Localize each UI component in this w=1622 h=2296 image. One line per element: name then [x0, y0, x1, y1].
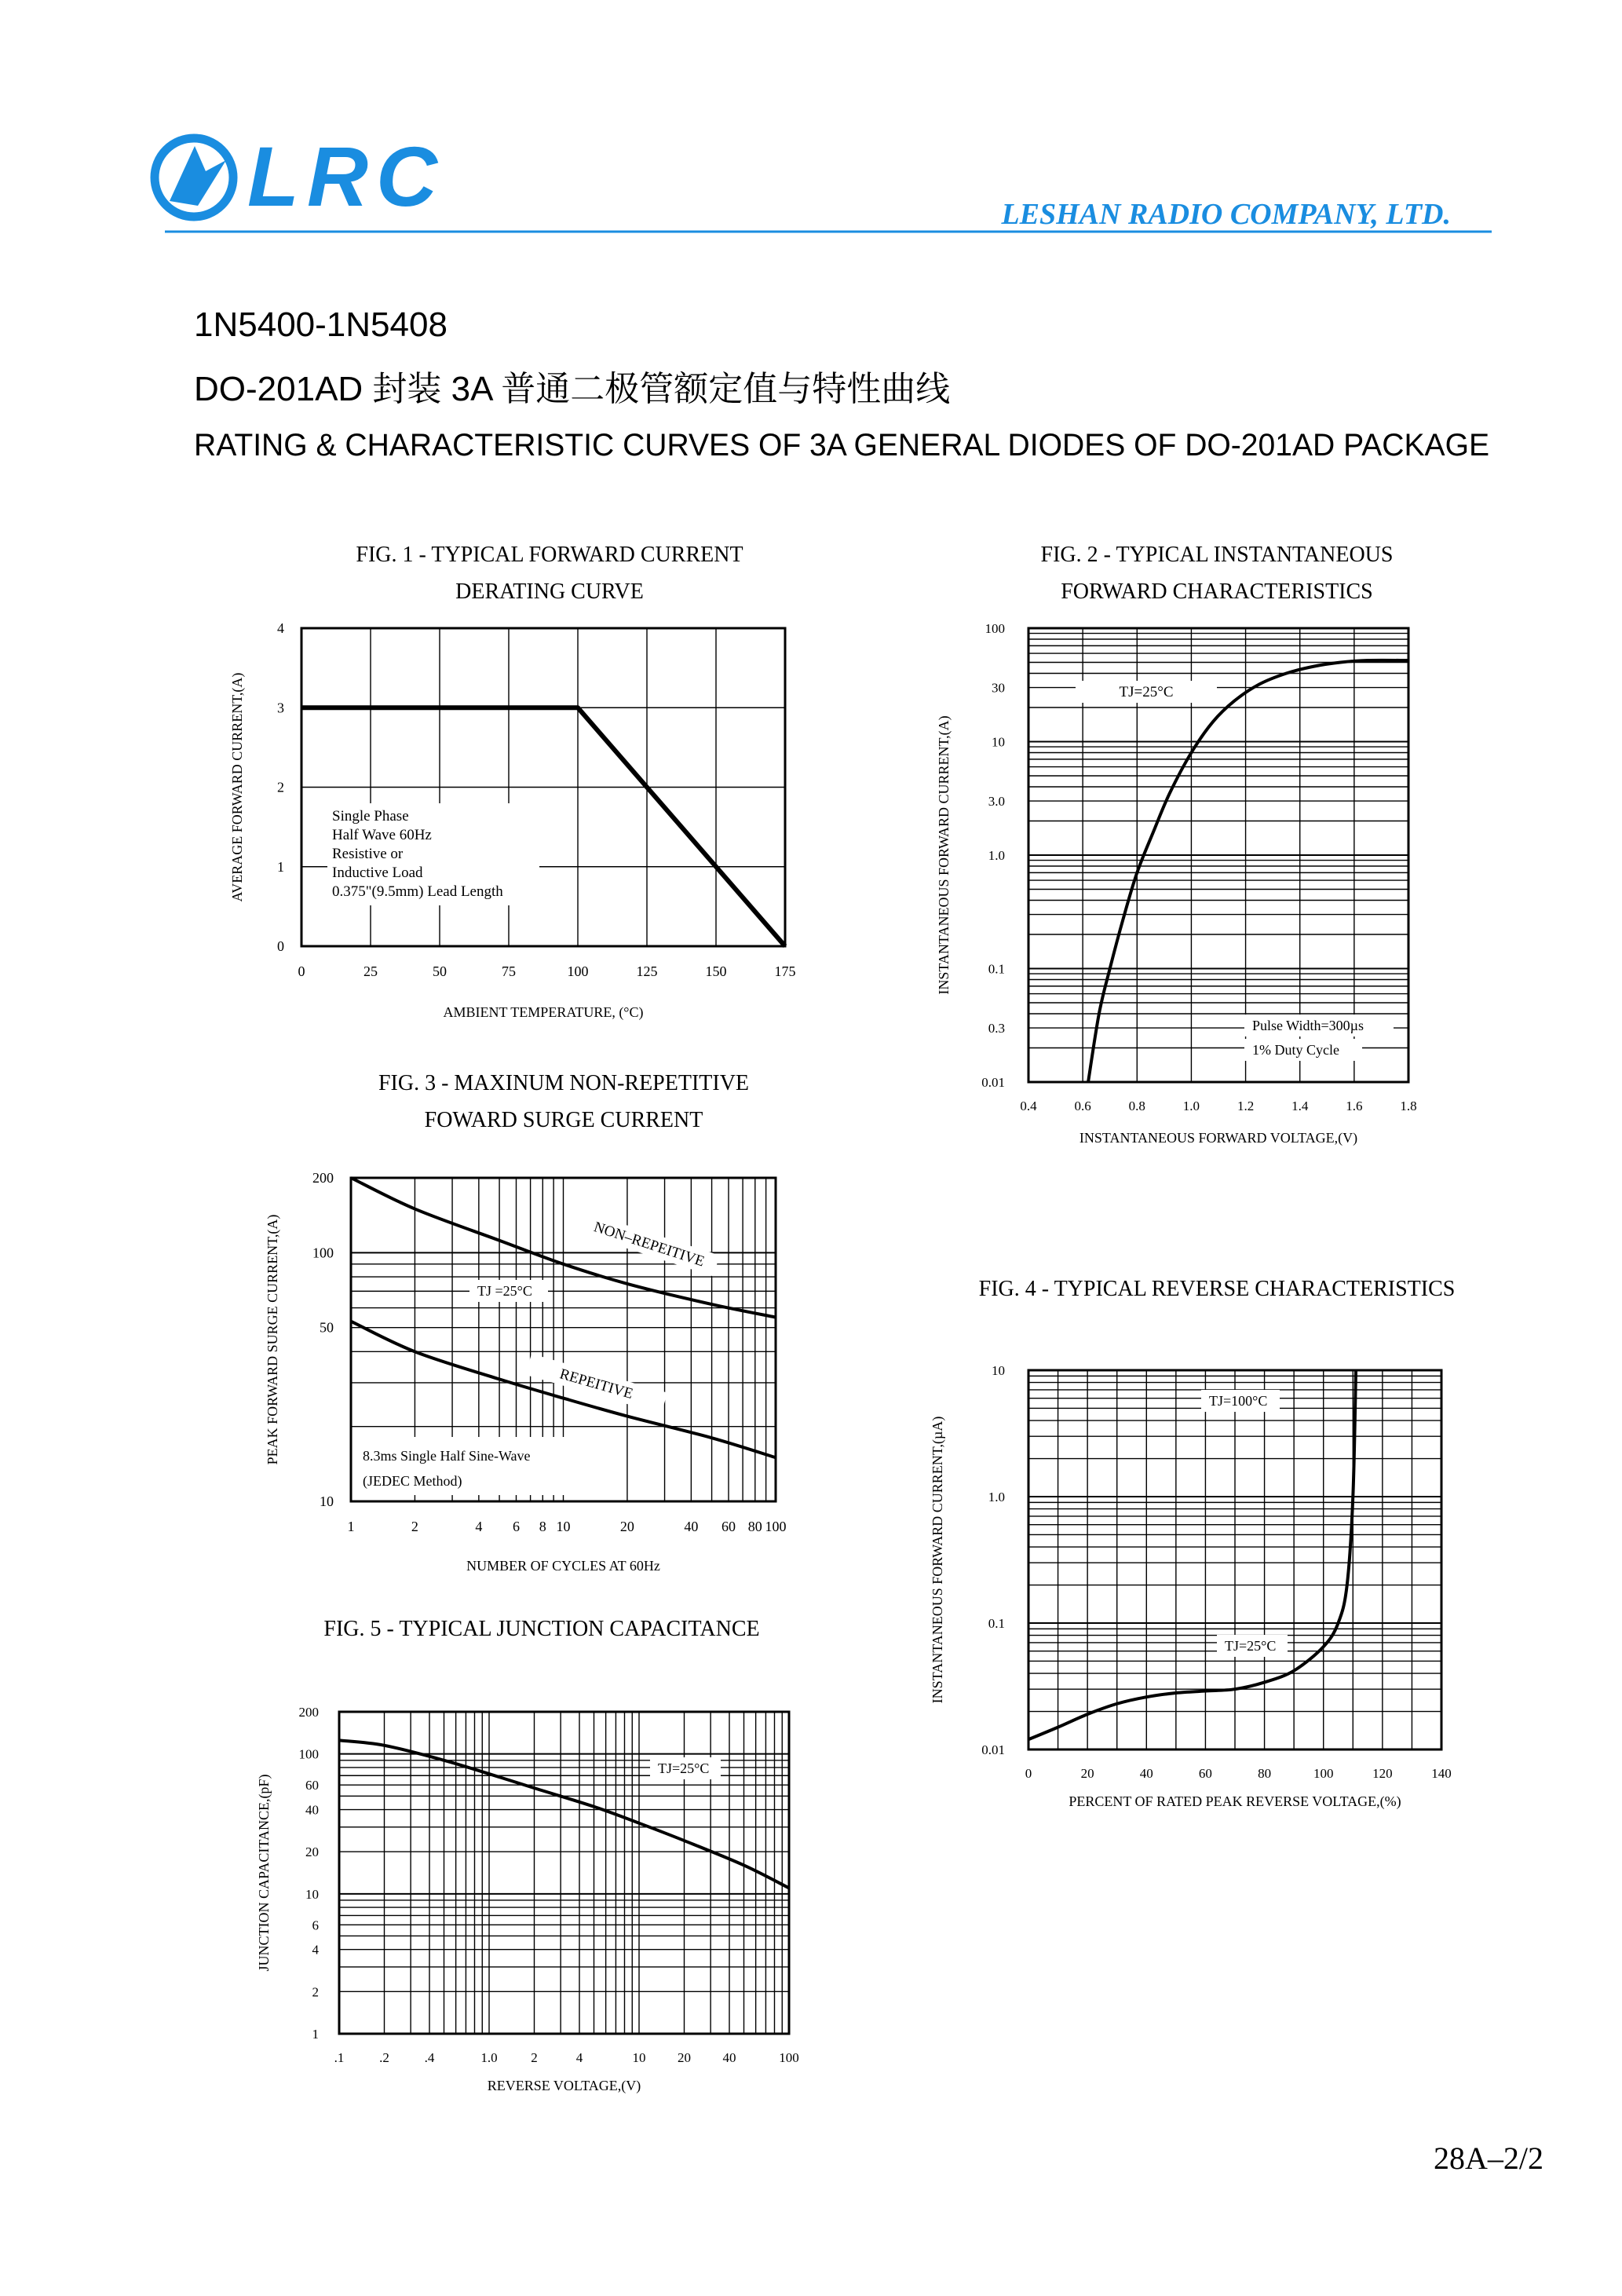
fig3-y-axis-label: PEAK FORWARD SURGE CURRENT,(A) — [265, 1214, 280, 1465]
fig4-note: TJ=25°C — [1225, 1638, 1277, 1654]
fig1-note-line: Half Wave 60Hz — [332, 827, 432, 843]
fig3-x-tick-label: 4 — [475, 1519, 483, 1534]
fig1-note-line: Inductive Load — [332, 865, 423, 881]
fig5-y-axis-label: JUNCTION CAPACITANCE,(pF) — [256, 1774, 272, 1972]
page-code: 28A–2/2 — [1434, 2141, 1543, 2176]
fig3-x-tick-label: 40 — [684, 1519, 699, 1534]
fig1-x-tick-label: 50 — [433, 963, 447, 979]
fig4-x-tick-label: 80 — [1258, 1766, 1272, 1781]
fig2-x-tick-label: 0.8 — [1128, 1099, 1145, 1113]
fig5-x-tick-label: 100 — [779, 2050, 799, 2065]
fig2-x-tick-label: 1.2 — [1237, 1099, 1255, 1113]
fig2-x-tick-label: 1.6 — [1346, 1099, 1363, 1113]
fig5-x-tick-label: 10 — [632, 2050, 646, 2065]
fig2-forward-characteristics-chart — [936, 543, 1417, 1146]
fig2-y-tick-label: 0.1 — [988, 961, 1005, 977]
fig4-x-tick-label: 120 — [1372, 1766, 1393, 1781]
fig3-note: TJ =25°C — [477, 1283, 532, 1299]
fig4-note: TJ=100°C — [1209, 1393, 1268, 1409]
fig3-x-tick-label: 60 — [721, 1519, 736, 1534]
fig1-y-tick-label: 2 — [277, 779, 284, 795]
fig5-title-line: FIG. 5 - TYPICAL JUNCTION CAPACITANCE — [323, 1617, 760, 1641]
fig2-x-tick-label: 0.4 — [1020, 1099, 1037, 1113]
fig2-y-tick-label: 0.01 — [981, 1075, 1005, 1090]
fig4-x-tick-label: 60 — [1198, 1766, 1212, 1781]
fig1-x-tick-label: 25 — [363, 963, 378, 979]
fig5-y-tick-label: 2 — [312, 1984, 319, 2000]
fig3-y-tick-label: 50 — [320, 1319, 334, 1336]
fig4-x-tick-label: 40 — [1139, 1766, 1153, 1781]
fig1-y-axis-label: AVERAGE FORWARD CURRENT,(A) — [229, 672, 245, 902]
fig2-note: 1% Duty Cycle — [1252, 1042, 1339, 1058]
fig5-note: TJ=25°C — [658, 1760, 710, 1776]
fig2-y-tick-label: 30 — [992, 680, 1005, 696]
chinese-title: DO-201AD 封装 3A 普通二极管额定值与特性曲线 — [194, 370, 951, 408]
fig2-x-axis-label: INSTANTANEOUS FORWARD VOLTAGE,(V) — [1079, 1130, 1358, 1146]
logo-wing-icon — [170, 146, 226, 206]
fig5-y-tick-label: 1 — [312, 2027, 319, 2042]
fig2-y-axis-label: INSTANTANEOUS FORWARD CURRENT,(A) — [936, 715, 952, 995]
company-logo — [155, 129, 445, 224]
fig1-x-tick-label: 175 — [774, 963, 796, 979]
fig1-y-tick-label: 0 — [277, 938, 284, 954]
part-number-title: 1N5400-1N5408 — [194, 305, 448, 344]
fig3-note-line: (JEDEC Method) — [363, 1473, 462, 1489]
fig4-y-axis-label: INSTANTANEOUS FORWARD CURRENT,(µA) — [930, 1416, 945, 1704]
fig3-x-tick-label: 1 — [347, 1519, 355, 1534]
fig3-x-tick-label: 6 — [512, 1519, 520, 1534]
fig3-x-tick-label: 80 — [747, 1519, 762, 1534]
fig5-x-axis-label: REVERSE VOLTAGE,(V) — [487, 2078, 641, 2093]
fig2-title-line: FORWARD CHARACTERISTICS — [1061, 579, 1373, 604]
fig2-y-tick-label: 0.3 — [988, 1021, 1005, 1036]
fig3-title-line: FOWARD SURGE CURRENT — [424, 1108, 703, 1132]
fig1-note-line: Single Phase — [332, 808, 409, 824]
fig1-note-line: Resistive or — [332, 846, 404, 862]
fig2-series-label: TJ=25°C — [1119, 684, 1174, 700]
fig4-x-tick-label: 140 — [1431, 1766, 1452, 1781]
fig5-x-tick-label: 4 — [575, 2050, 583, 2065]
fig5-y-tick-label: 40 — [305, 1802, 319, 1818]
fig5-x-tick-label: .2 — [379, 2050, 389, 2065]
fig4-x-tick-label: 0 — [1025, 1766, 1032, 1781]
logo-brand-text: LRC — [247, 129, 445, 224]
fig3-series-label: REPEITIVE — [557, 1366, 635, 1403]
fig1-x-tick-label: 150 — [705, 963, 727, 979]
fig4-y-tick-label: 1.0 — [988, 1490, 1005, 1504]
fig3-x-tick-label: 2 — [411, 1519, 418, 1534]
fig1-x-tick-label: 125 — [636, 963, 658, 979]
fig1-x-tick-label: 0 — [298, 963, 305, 979]
fig1-y-tick-label: 4 — [277, 620, 284, 636]
fig3-x-tick-label: 8 — [539, 1519, 546, 1534]
fig3-x-axis-label: NUMBER OF CYCLES AT 60Hz — [466, 1558, 660, 1574]
fig2-x-tick-label: 1.0 — [1182, 1099, 1200, 1113]
fig1-derating-chart — [229, 543, 796, 1021]
fig2-x-tick-label: 1.8 — [1400, 1099, 1417, 1113]
fig5-y-tick-label: 200 — [298, 1705, 319, 1720]
fig2-y-tick-label: 100 — [985, 621, 1005, 636]
fig3-note-line: 8.3ms Single Half Sine-Wave — [363, 1448, 531, 1464]
fig1-y-tick-label: 1 — [277, 858, 284, 875]
fig2-x-tick-label: 0.6 — [1074, 1099, 1091, 1113]
fig5-x-tick-label: 20 — [677, 2050, 691, 2065]
fig4-reverse-characteristics-chart — [930, 1277, 1455, 1810]
fig3-x-tick-label: 20 — [619, 1519, 634, 1534]
fig3-y-tick-label: 100 — [312, 1245, 334, 1261]
fig2-y-tick-label: 1.0 — [988, 848, 1005, 863]
fig1-note-line: 0.375"(9.5mm) Lead Length — [332, 883, 503, 900]
fig1-x-axis-label: AMBIENT TEMPERATURE, (°C) — [443, 1004, 644, 1020]
fig1-x-tick-label: 100 — [567, 963, 589, 979]
fig5-junction-capacitance-chart — [256, 1617, 799, 2094]
fig1-y-tick-label: 3 — [277, 700, 284, 716]
fig4-x-tick-label: 100 — [1313, 1766, 1334, 1781]
fig3-title-line: FIG. 3 - MAXINUM NON-REPETITIVE — [378, 1071, 750, 1095]
fig4-title-line: FIG. 4 - TYPICAL REVERSE CHARACTERISTICS — [978, 1277, 1456, 1301]
fig5-x-tick-label: .1 — [334, 2050, 345, 2065]
company-name: LESHAN RADIO COMPANY, LTD. — [1001, 198, 1451, 231]
fig2-y-tick-label: 10 — [992, 734, 1005, 750]
fig3-surge-current-chart — [265, 1071, 787, 1574]
fig1-title-line: FIG. 1 - TYPICAL FORWARD CURRENT — [356, 543, 743, 567]
fig4-y-tick-label: 10 — [992, 1363, 1005, 1378]
fig5-series-line — [339, 1740, 789, 1888]
fig5-y-tick-label: 20 — [305, 1844, 319, 1860]
fig3-y-tick-label: 10 — [320, 1493, 334, 1509]
fig4-series-line — [1028, 1370, 1356, 1739]
fig5-x-tick-label: 40 — [722, 2050, 736, 2065]
fig2-x-tick-label: 1.4 — [1291, 1099, 1309, 1113]
fig2-note: Pulse Width=300µs — [1252, 1018, 1364, 1033]
fig1-x-tick-label: 75 — [502, 963, 516, 979]
fig5-x-tick-label: 2 — [531, 2050, 538, 2065]
fig5-y-tick-label: 60 — [305, 1778, 319, 1793]
fig3-x-tick-label: 100 — [765, 1519, 787, 1534]
fig2-y-tick-label: 3.0 — [988, 794, 1005, 810]
fig3-x-tick-label: 10 — [556, 1519, 571, 1534]
fig3-y-tick-label: 200 — [312, 1170, 334, 1186]
fig4-x-tick-label: 20 — [1080, 1766, 1094, 1781]
fig1-title-line: DERATING CURVE — [455, 579, 644, 604]
english-title: RATING & CHARACTERISTIC CURVES OF 3A GENERAL DIODES OF DO-201AD PACKAGE — [194, 428, 1489, 462]
fig5-y-tick-label: 100 — [298, 1746, 319, 1762]
fig5-y-tick-label: 6 — [312, 1918, 319, 1933]
fig5-x-tick-label: 1.0 — [480, 2050, 498, 2065]
fig3-series-label: NON–REPEITIVE — [591, 1219, 707, 1270]
fig5-y-tick-label: 4 — [312, 1942, 319, 1958]
fig4-x-axis-label: PERCENT OF RATED PEAK REVERSE VOLTAGE,(%) — [1069, 1793, 1401, 1809]
fig4-y-tick-label: 0.1 — [988, 1616, 1005, 1631]
fig4-y-tick-label: 0.01 — [981, 1742, 1005, 1757]
fig2-title-line: FIG. 2 - TYPICAL INSTANTANEOUS — [1040, 543, 1394, 567]
fig5-y-tick-label: 10 — [305, 1886, 319, 1902]
fig5-x-tick-label: .4 — [424, 2050, 435, 2065]
